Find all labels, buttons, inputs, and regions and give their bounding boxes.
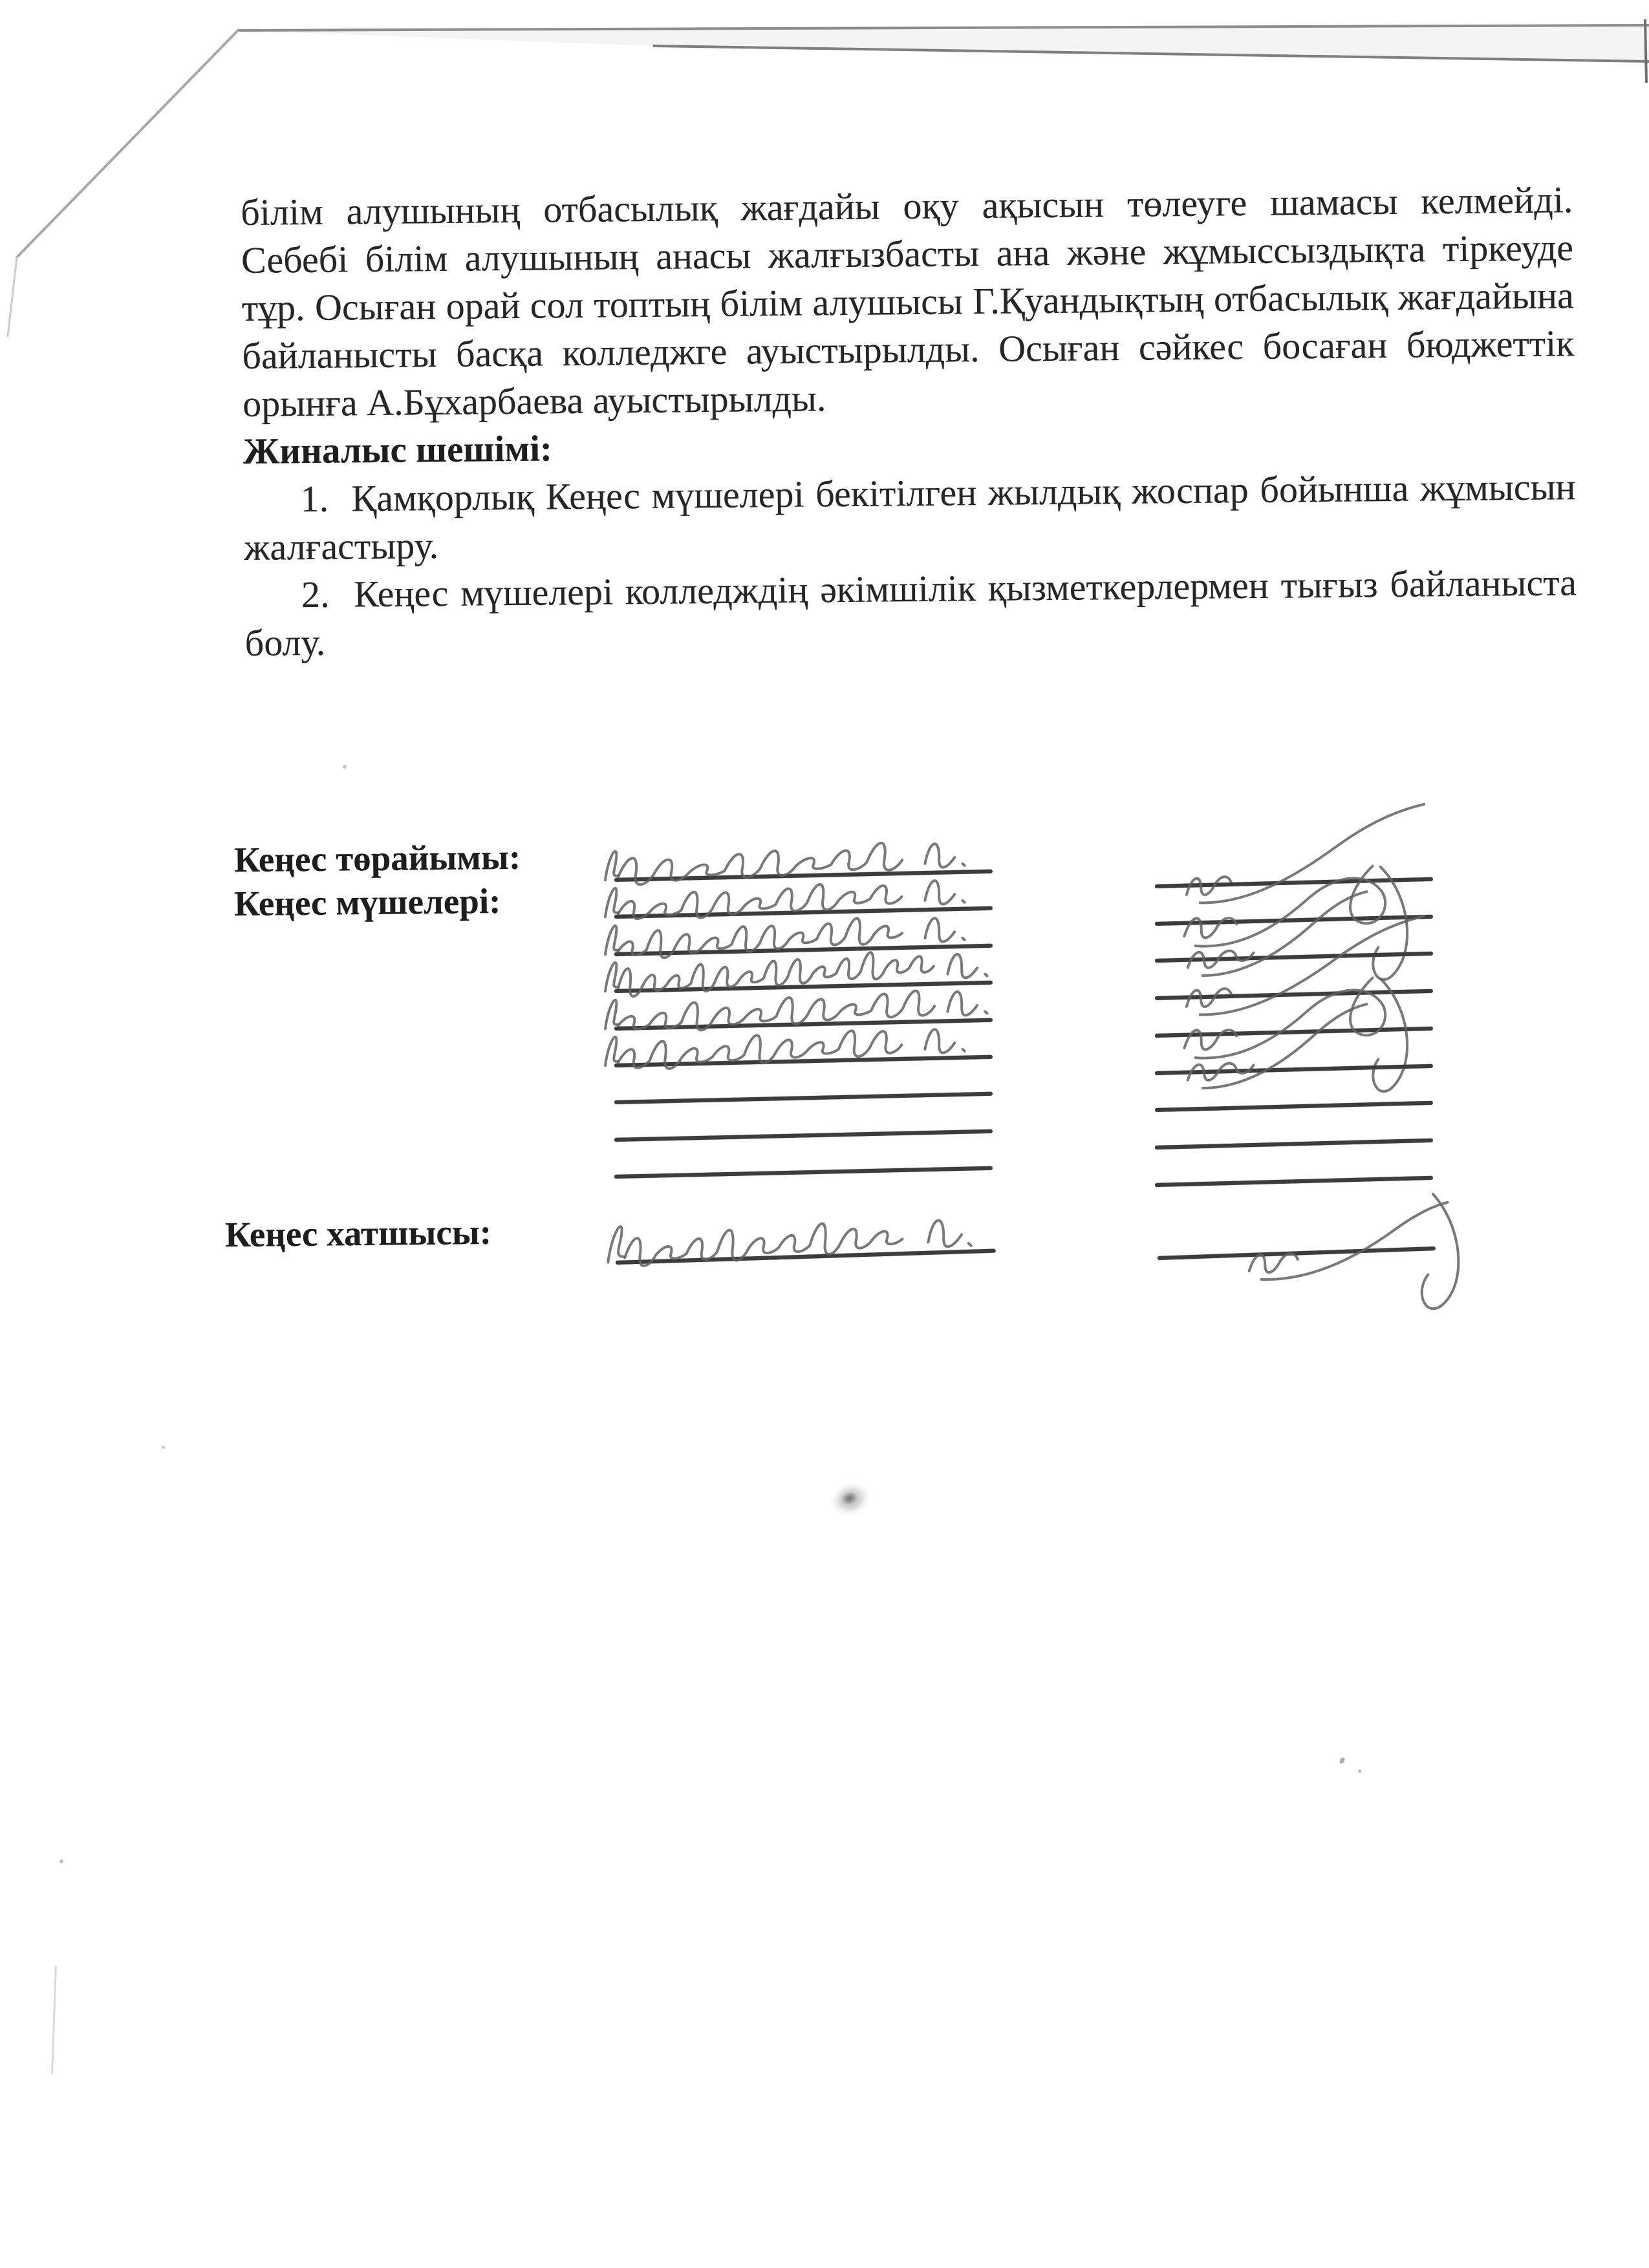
signature-scrawl-secretary-right bbox=[1218, 1161, 1524, 1332]
member-signature-line-left-7 bbox=[614, 1092, 993, 1104]
signature-stroke bbox=[1187, 1061, 1254, 1082]
decision-item-2-number: 2. bbox=[301, 573, 330, 616]
signature-stroke bbox=[924, 1029, 954, 1053]
decision-item-1-text: Қамқорлық Кеңес мүшелері бекітілген жылдық жоспар бойынша жұмысын жалғастыру. bbox=[244, 465, 1576, 568]
chair-label: Кеңес төрайымы: bbox=[233, 837, 521, 880]
signature-stroke bbox=[927, 1219, 971, 1248]
signature-stroke bbox=[618, 1029, 903, 1071]
signature-stroke bbox=[1258, 1203, 1451, 1280]
signature-stroke bbox=[1248, 1252, 1298, 1273]
signature-scrawl-secretary-left bbox=[597, 1195, 1039, 1277]
signature-stroke bbox=[962, 1049, 964, 1051]
decision-heading: Жиналыс шешімі: bbox=[242, 428, 553, 472]
secretary-label: Кеңес хатшысы: bbox=[224, 1212, 492, 1255]
body-paragraph: білім алушының отбасылық жағдайы оқу ақысын төлеуге шамасы келмейді. Себебі білім алушының анасы жалғызбасты ана және жұмыссыздықта тіркеуде тұр. Осыған орай сол топтың білім алушысы Г.Қуандықтың отбасылық жағдайына байланысты басқа колледжге ауыстырылды. Осыған сәйкес босаған бюджеттік орынға А.Бұхарбаева ауыстырылды. bbox=[241, 178, 1575, 425]
signature-stroke bbox=[1198, 1004, 1372, 1088]
member-signature-line-left-9 bbox=[614, 1166, 993, 1179]
decision-item-2-text: Кеңес мүшелері колледждің әкімшілік қызметкерлермен тығыз байланыста болу. bbox=[244, 561, 1577, 664]
signature-stroke bbox=[607, 1226, 623, 1262]
signature-stroke bbox=[605, 1037, 619, 1065]
signature-stroke bbox=[623, 1221, 903, 1267]
members-label: Кеңес мүшелері: bbox=[233, 881, 501, 924]
decision-item-1-number: 1. bbox=[300, 477, 329, 520]
member-signature-line-left-8 bbox=[614, 1129, 993, 1142]
signature-scrawl-right-6 bbox=[1166, 980, 1538, 1154]
